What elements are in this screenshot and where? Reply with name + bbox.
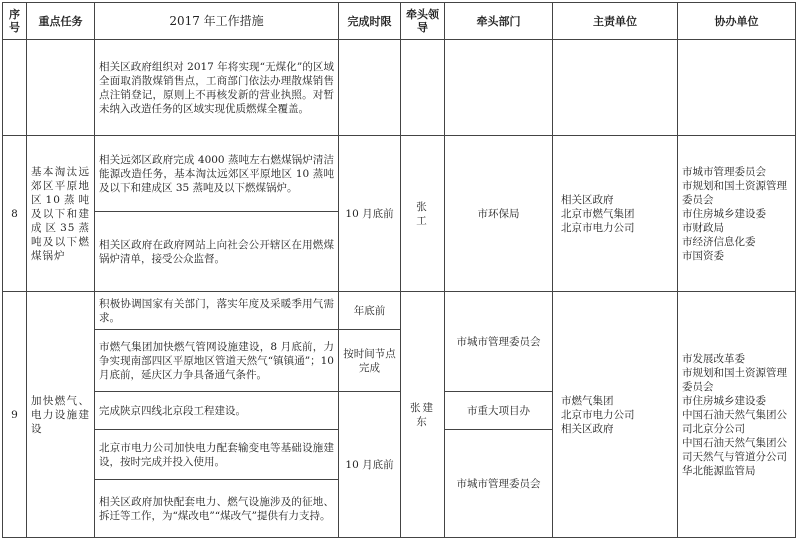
lead-dept-cell: 市城市管理委员会 — [445, 292, 553, 392]
measure-cell: 市燃气集团加快燃气管网设施建设，8 月底前，力争实现南部四区平原地区管道天然气“镇镇通”；10 月底前，延庆区力争具备通气条件。 — [95, 330, 339, 392]
header-lead-dept: 牵头部门 — [445, 3, 553, 40]
header-lead: 牵头领导 — [401, 3, 445, 40]
lead-cell: 张 工 — [401, 136, 445, 292]
lead-dept-cell: 市重大项目办 — [445, 392, 553, 430]
deadline-cell: 年底前 — [339, 292, 401, 330]
lead-cell: 张建东 — [401, 292, 445, 538]
task-cell: 加快燃气、电力设施建设 — [27, 292, 95, 538]
header-assist: 协办单位 — [678, 3, 796, 40]
measure-cell: 相关区政府加快配套电力、燃气设施涉及的征地、拆迁等工作，为“煤改电”“煤改气”提供有力支持。 — [95, 480, 339, 538]
policy-table — [2, 2, 796, 538]
header-no: 序号 — [3, 3, 27, 40]
task-cell: 基本淘汰远郊区平原地区10蒸吨及以下和建成区35蒸吨及以下燃煤锅炉 — [27, 136, 95, 292]
lead-dept-cell: 市环保局 — [445, 136, 553, 292]
assist-cell: 市城市管理委员会 市规划和国土资源管理委员会 市住房城乡建设委 市财政局 市经济信息化委 市国资委 — [678, 136, 796, 292]
row-number: 8 — [3, 136, 27, 292]
header-task: 重点任务 — [27, 3, 95, 40]
measure-cell: 相关区政府组织对 2017 年将实现“无煤化”的区域全面取消散煤销售点，工商部门依法办理散煤销售点注销登记，原则上不再核发新的营业执照。对暂未纳入改造任务的区域实现优质燃煤全覆盖。 — [95, 40, 339, 136]
measure-cell: 相关区政府在政府网站上向社会公开辖区在用燃煤锅炉清单，接受公众监督。 — [95, 212, 339, 292]
header-responsible: 主责单位 — [553, 3, 678, 40]
measure-cell: 完成陕京四线北京段工程建设。 — [95, 392, 339, 430]
table-row — [3, 40, 796, 136]
measure-cell: 积极协调国家有关部门，落实年度及采暖季用气需求。 — [95, 292, 339, 330]
header-row — [3, 3, 796, 40]
responsible-cell: 相关区政府 北京市燃气集团 北京市电力公司 — [553, 136, 678, 292]
measure-cell: 相关远郊区政府完成 4000 蒸吨左右燃煤锅炉清洁能源改造任务，基本淘汰远郊区平原地区 10 蒸吨及以下和建成区 35 蒸吨及以下燃煤锅炉。 — [95, 136, 339, 212]
deadline-cell: 按时间节点完成 — [339, 330, 401, 392]
table-row — [3, 292, 796, 330]
assist-cell: 市发展改革委 市规划和国土资源管理委员会 市住房城乡建设委 中国石油天然气集团公司北京分公司 中国石油天然气集团公司天然气与管道分公司 华北能源监管局 — [678, 292, 796, 538]
responsible-cell: 市燃气集团 北京市电力公司 相关区政府 — [553, 292, 678, 538]
deadline-cell: 10 月底前 — [339, 136, 401, 292]
deadline-cell: 10 月底前 — [339, 392, 401, 538]
measure-cell: 北京市电力公司加快电力配套输变电等基础设施建设，按时完成并投入使用。 — [95, 430, 339, 480]
table-row — [3, 136, 796, 212]
header-deadline: 完成时限 — [339, 3, 401, 40]
lead-dept-cell: 市城市管理委员会 — [445, 430, 553, 538]
header-measures: 2017 年工作措施 — [95, 3, 339, 40]
row-number: 9 — [3, 292, 27, 538]
